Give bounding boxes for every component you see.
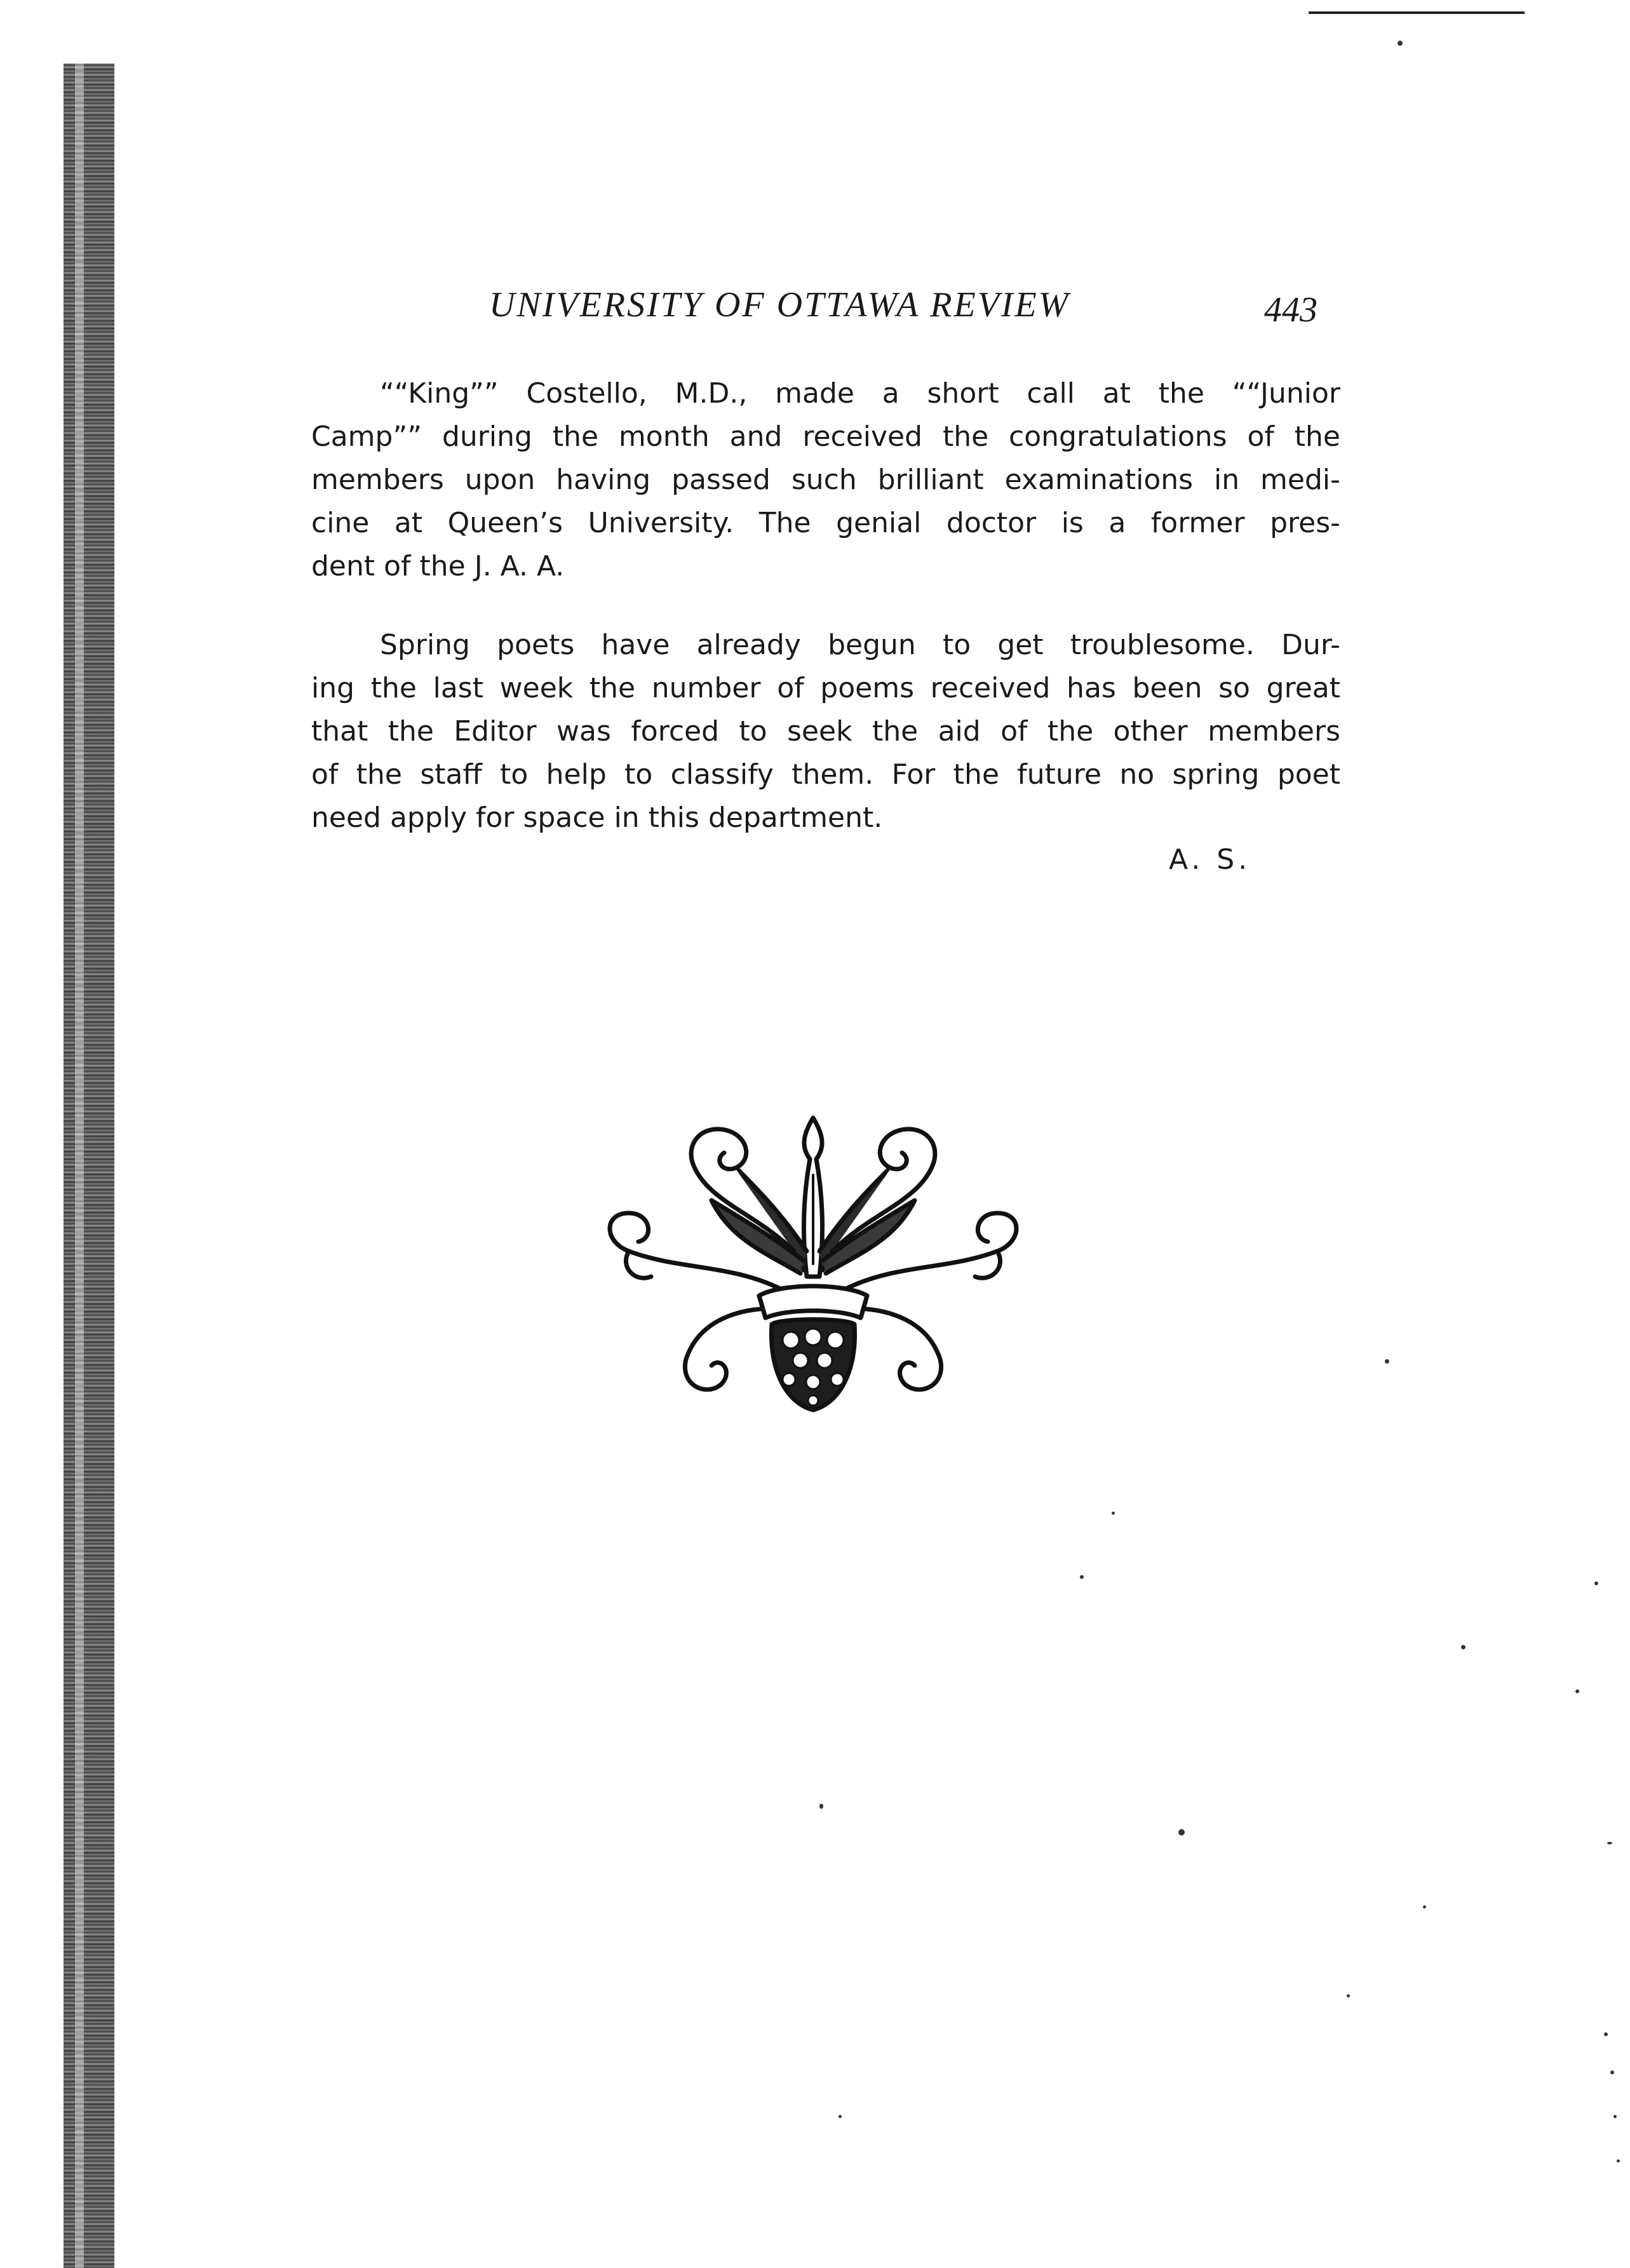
floral-vase-ornament-icon [591, 1105, 1035, 1423]
paper-speck [1385, 1359, 1389, 1364]
text-line: that the Editor was forced to seek the aid of the other members [311, 715, 1340, 748]
text-line: need apply for space in this department. [311, 802, 883, 834]
paper-speck [1604, 2032, 1608, 2036]
top-rule [1309, 11, 1525, 14]
text-line: ““King”” Costello, M.D., made a short call at the ““Junior [380, 377, 1340, 410]
text-line: dent of the J. A. A. [311, 550, 565, 582]
page-number: 443 [1264, 290, 1317, 330]
paper-speck [1461, 1645, 1465, 1649]
text-line: Camp”” during the month and received the congratulations of the [311, 420, 1340, 453]
paper-speck [1423, 1905, 1426, 1909]
paper-speck [1575, 1689, 1579, 1693]
text-line: Spring poets have already begun to get troublesome. Dur- [380, 629, 1340, 661]
paper-speck [1347, 1994, 1350, 1997]
paper-speck [819, 1804, 823, 1809]
paper-speck [1178, 1829, 1185, 1835]
paper-speck [1594, 1581, 1598, 1585]
running-title: UNIVERSITY OF OTTAWA REVIEW [489, 285, 1070, 325]
paper-speck [1398, 41, 1403, 46]
paper-speck [1617, 2159, 1620, 2163]
text-line: members upon having passed such brilliant examinations in medi- [311, 464, 1340, 496]
page-binding-edge [64, 64, 114, 2268]
text-line: of the staff to help to classify them. For the future no spring poet [311, 758, 1340, 791]
paragraph-costello [311, 372, 1340, 588]
text-line: cine at Queen’s University. The genial doctor is a former pres- [311, 507, 1340, 539]
author-signature: A. S. [1169, 843, 1251, 876]
paper-speck [1080, 1575, 1084, 1579]
text-line: ing the last week the number of poems received has been so great [311, 672, 1340, 704]
paper-speck [839, 2115, 842, 2118]
paper-speck [1613, 2115, 1617, 2118]
paper-speck [1112, 1512, 1115, 1515]
paper-speck [1610, 2070, 1614, 2074]
paragraph-spring-poets [311, 624, 1340, 840]
paper-speck [1607, 1842, 1612, 1844]
